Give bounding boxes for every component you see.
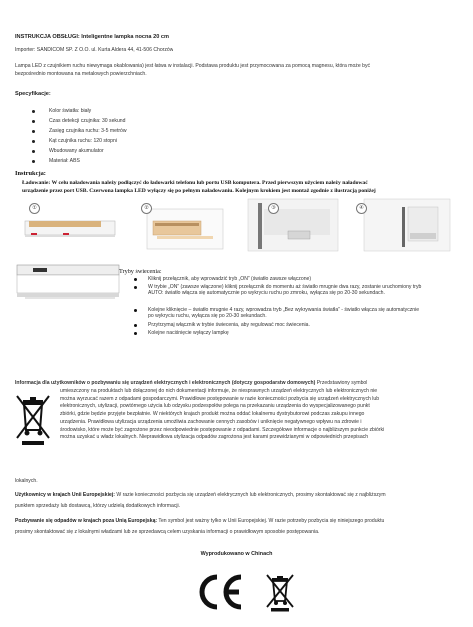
document-title: INSTRUKCJA OBSŁUGI: Inteligentne lampka nocna 20 cm xyxy=(15,34,169,40)
instruction-heading: Instrukcja: xyxy=(15,171,46,177)
spec-item: Wbudowany akumulator xyxy=(30,148,127,158)
mode-text: Kolejne kliknięcie – światło mrugnie 4 razy, wprowadza tryb „Bez wykrywania światła” - światło włącza się automatycznie po wykryciu ruchu, wyłącza się po 20-30 sekundach. xyxy=(148,307,420,320)
lamp-product-illustration xyxy=(15,255,125,307)
ce-mark-icon xyxy=(197,573,245,611)
modes-list xyxy=(130,276,426,338)
crossed-bin-icon xyxy=(13,392,55,450)
weee-heading-rest: Przedstawiony symbol xyxy=(315,380,368,386)
spec-heading: Specyfikacje: xyxy=(15,91,51,97)
intro-line-2: bezpośrednio montowana na metalowych powierzchniach. xyxy=(15,71,147,77)
made-in-label: Wyprodukowano w Chinach xyxy=(200,551,273,557)
charging-line-2 xyxy=(22,188,376,194)
spec-item: Kąt czujnika ruchu: 120 stopni xyxy=(30,138,127,148)
weee-line: elektronicznych, utylizacji, powtórnego użycia lub odzysku podzespołów polega na przekazaniu urządzenia do wyspecjalizowanego punkt xyxy=(60,403,370,410)
weee-line: środowisko, które może być zagrożone przez nieodpowiednie postępowanie z odpadami. Szczegółowe informacje o najbliższym punkcie zbiórki xyxy=(60,426,385,433)
spec-item: Zasięg czujnika ruchu: 3-5 metrów xyxy=(30,128,127,138)
install-lamp-illustration xyxy=(350,195,455,253)
charging-line-1 xyxy=(22,180,368,186)
non-eu-line-2: prosimy skontaktować się z lokalnymi władzami lub ze sprzedawcą celem uzyskania informacji o prawidłowym sposobie postępowania. xyxy=(15,529,320,535)
eu-users-text: W razie konieczności pozbycia się urządzeń elektrycznych lub elektronicznych, prosimy skontaktować się z najbliższym xyxy=(114,492,386,498)
mounting-step-3 xyxy=(238,195,343,253)
eu-users-line-1 xyxy=(15,492,386,498)
mounting-step-1 xyxy=(15,195,120,253)
eu-users-line-2: punktem sprzedaży lub dostawcą, którzy udzielą dodatkowych informacji. xyxy=(15,503,181,509)
intro-line-1: Lampa LED z czujnikiem ruchu niewymaga okablowania) jest łatwa w instalacji. Podstawa produktu jest przymocowana za pomocą magnesu, która może być xyxy=(15,63,371,69)
charging-label: Ładowanie: xyxy=(22,180,51,186)
weee-line: można uzyskać u władz lokalnych. Nieprawidłowa utylizacja odpadów zagrożona jest karami przewidzianymi w odpowiednich przepisach xyxy=(60,434,369,441)
non-eu-text: Ten symbol jest ważny tylko w Unii Europejskiej. W razie potrzeby pozbycia się niniejszego produktu xyxy=(157,518,385,524)
charging-text-2: urządzenie przez port USB. Czerwona lampka LED wyłączy się po pełnym naładowaniu. Kolejnym krokiem jest montaż zgodnie z ilustracją poniżej xyxy=(22,188,376,194)
weee-line: urządzenia. Prawidłowa utylizacja urządzenia umożliwia zachowanie cennych zasobów i uniknięcie negatywnego wpływu na zdrowie i xyxy=(60,418,362,425)
mounting-step-4 xyxy=(350,195,455,253)
mounting-step-2 xyxy=(127,195,232,253)
weee-line: umieszczony na produktach lub dołączonej do nich dokumentacji informuje, że niesprawnych urządzeń elektrycznych lub elektronicznych nie xyxy=(60,388,378,394)
non-eu-label: Pozbywanie się odpadów w krajach poza Unią Europejską: xyxy=(15,518,158,524)
mode-item: Kolejne naciśnięcie wyłączy lampkę xyxy=(130,330,426,338)
mode-item: Przytrzymaj włącznik w trybie świecenia, aby regulować moc świecenia. xyxy=(130,322,426,330)
step-number: ④ xyxy=(356,203,367,214)
charging-text-1: W celu naładowania należy podłączyć do ładowarki telefonu lub portu USB komputera. Przed pierwszym użyciem należy naładować xyxy=(50,180,368,186)
step-number: ② xyxy=(141,203,152,214)
weee-last-line: lokalnych. xyxy=(15,478,38,484)
mode-item xyxy=(130,284,426,307)
mode-item: Kliknij przełącznik, aby wprowadzić tryb „ON” (światło zawsze włączone) xyxy=(130,276,426,284)
spec-item: Materiał: ABS xyxy=(30,158,127,168)
weee-heading-bold: Informacja dla użytkowników o pozbywaniu się urządzeń elektrycznych i elektronicznych (dotyczy gospodarstw domowych) xyxy=(15,380,316,386)
crossed-bin-mark-icon xyxy=(265,573,295,613)
weee-body xyxy=(60,388,384,442)
mode-item xyxy=(130,307,426,322)
mounting-illustrations xyxy=(15,195,458,253)
eu-users-label: Użytkownicy w krajach Unii Europejskiej: xyxy=(15,492,115,498)
non-eu-line-1 xyxy=(15,518,384,524)
spec-item: Kolor światła: biały xyxy=(30,108,127,118)
weee-line: można wyrzucać razem z odpadami gospodarczymi. Prawidłowe postępowanie w razie konieczności pozbycia się urządzeń elektrycznych lub xyxy=(60,395,380,402)
modes-heading: Tryby świecenia: xyxy=(119,269,162,275)
importer-line: Importer: SANDICOM SP. Z O.O. ul. Kurta Aldera 44, 41-506 Chorzów xyxy=(15,47,174,53)
step-number: ① xyxy=(29,203,40,214)
weee-heading xyxy=(15,380,367,386)
spec-list xyxy=(30,108,127,168)
spec-item: Czas detekcji czujnika: 30 sekund xyxy=(30,118,127,128)
weee-line: zbiórki, gdzie będzie przyjęte bezpłatnie. W niektórych krajach produkt można oddać lokalnemu dystrybutorowi podczas zakupu innego xyxy=(60,411,365,418)
attach-base-illustration xyxy=(238,195,343,253)
mode-text: W trybie „ON” (zawsze włączone) kliknij przełącznik do momentu aż światło mrugnie dwa razy, zostanie uruchomiony tryb AUTO: światło włącza się automatycznie po wykryciu ruchu po zmroku, wyłącza się po 20-30 sekundach. xyxy=(148,284,422,297)
step-number: ③ xyxy=(268,203,279,214)
